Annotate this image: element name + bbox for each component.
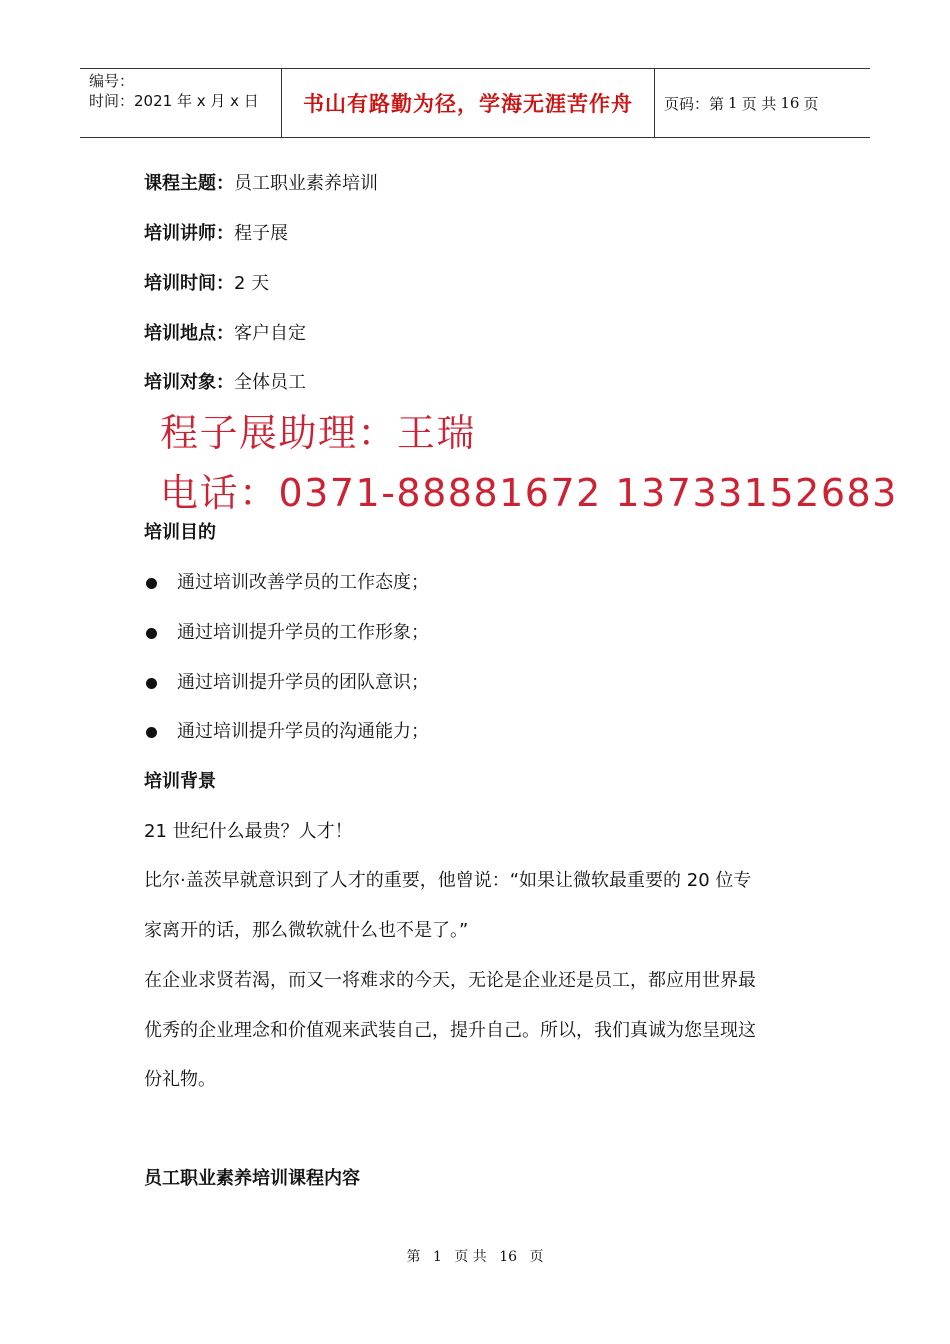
header-meta	[80, 69, 280, 137]
assistant-contact: 程子展助理：王瑞	[160, 411, 477, 455]
bullet-icon	[146, 578, 157, 589]
field-label: 课程主题：	[144, 173, 234, 194]
field-value: 程子展	[234, 223, 288, 244]
list-item-text: 通过培训提升学员的沟通能力；	[177, 721, 429, 742]
field-label: 培训地点：	[144, 323, 234, 344]
field-value: 员工职业素养培训	[234, 173, 378, 194]
footer-prefix: 第	[406, 1249, 421, 1265]
number-label: 编号：	[89, 72, 135, 90]
training-audience	[144, 370, 306, 396]
footer-page-total: 16	[499, 1249, 518, 1265]
header-page-info	[654, 69, 870, 137]
page-header	[80, 68, 870, 138]
background-title: 培训背景	[144, 771, 216, 792]
list-item-text: 通过培训提升学员的工作形象；	[177, 622, 429, 643]
page-mid: 页 共	[741, 94, 777, 113]
background-line: 份礼物。	[144, 1069, 216, 1090]
list-item-text: 通过培训改善学员的工作态度；	[177, 572, 429, 593]
list-item-text: 通过培训提升学员的团队意识；	[177, 672, 429, 693]
bullet-icon	[146, 727, 157, 738]
field-value: 2 天	[234, 273, 270, 294]
header-motto: 书山有路勤为径，学海无涯苦作舟	[281, 69, 655, 137]
background-line: 比尔·盖茨早就意识到了人才的重要，他曾说：“如果让微软最重要的 20 位专	[144, 870, 752, 891]
trainer	[144, 221, 288, 247]
field-label: 培训对象：	[144, 372, 234, 393]
phone-contact: 电话：0371-88881672 13733152683	[160, 471, 898, 515]
page-footer	[0, 1246, 950, 1266]
page-prefix: 页码：第	[664, 94, 725, 113]
training-location	[144, 321, 306, 347]
background-line: 家离开的话，那么微软就什么也不是了。”	[144, 920, 469, 941]
background-line: 优秀的企业理念和价值观来武装自己，提升自己。所以，我们真诚为您呈现这	[144, 1020, 756, 1041]
course-topic	[144, 171, 378, 197]
field-label: 培训时间：	[144, 273, 234, 294]
course-content-title: 员工职业素养培训课程内容	[144, 1168, 360, 1189]
bullet-icon	[146, 628, 157, 639]
bullet-icon	[146, 678, 157, 689]
field-value: 全体员工	[234, 372, 306, 393]
purpose-title: 培训目的	[144, 522, 216, 543]
background-line: 在企业求贤若渴，而又一将难求的今天，无论是企业还是员工，都应用世界最	[144, 970, 756, 991]
field-value: 客户自定	[234, 323, 306, 344]
field-label: 培训讲师：	[144, 223, 234, 244]
footer-mid: 页 共	[454, 1249, 487, 1265]
training-duration	[144, 271, 269, 297]
background-line: 21 世纪什么最贵？人才！	[144, 821, 353, 842]
time-label: 时间：2021 年 x 月 x 日	[89, 92, 259, 110]
footer-suffix: 页	[529, 1249, 544, 1265]
footer-page-number: 1	[432, 1249, 442, 1265]
page-number: 1	[728, 94, 738, 112]
page-suffix: 页	[803, 94, 819, 113]
page-total: 16	[780, 94, 800, 112]
